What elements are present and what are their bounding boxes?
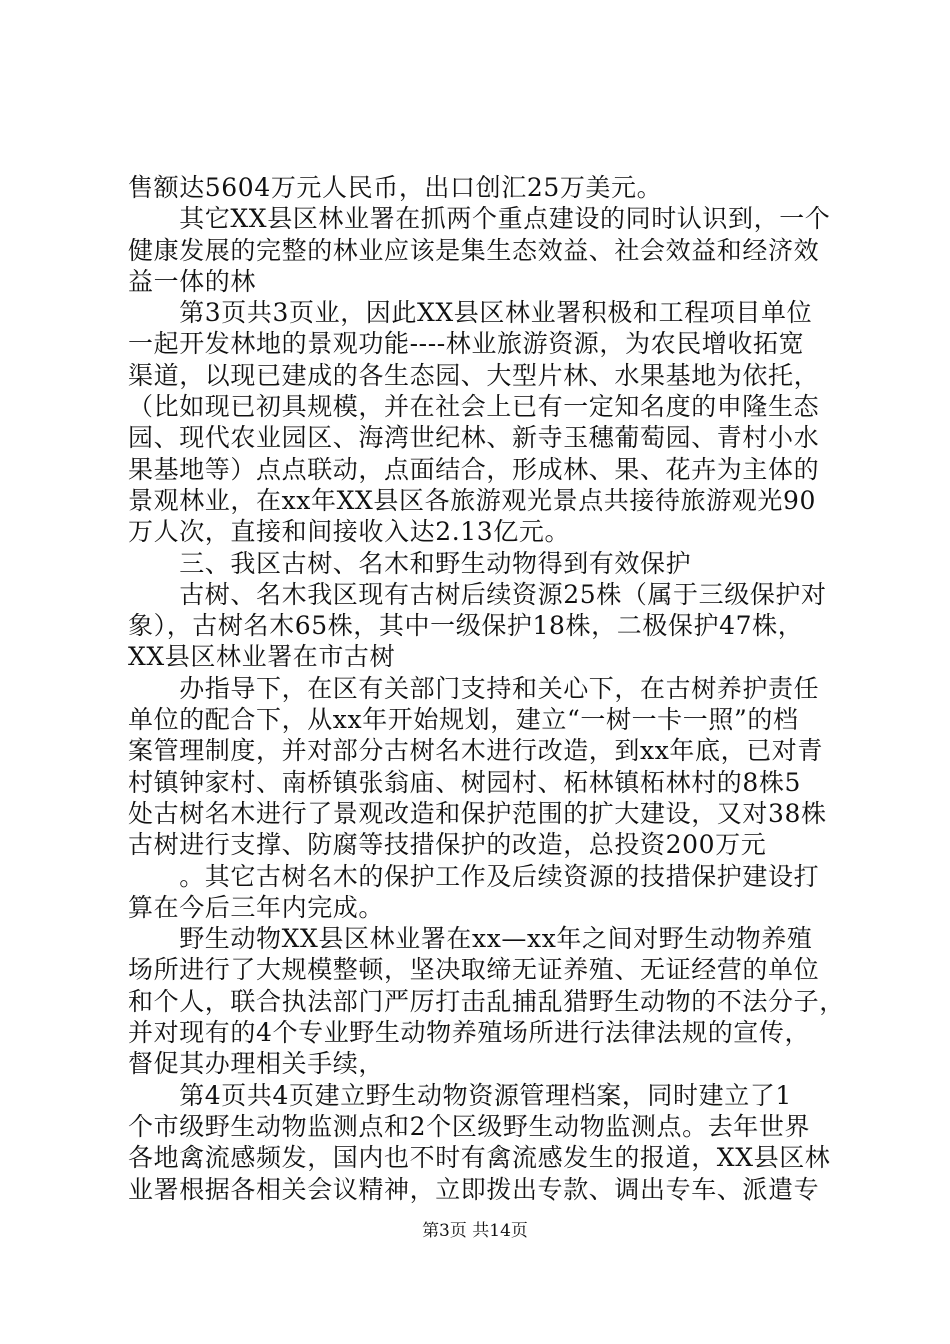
text-line: 三、我区古树、名木和野生动物得到有效保护	[128, 548, 692, 578]
text-line: 督促其办理相关手续，	[128, 1049, 385, 1079]
text-line: 业署根据各相关会议精神，立即拨出专款、调出专车、派遣专	[128, 1174, 820, 1204]
text-line: 单位的配合下，从xx年开始规划，建立“一树一卡一照”的档	[128, 705, 799, 735]
paragraph	[128, 923, 845, 1079]
text-line: 第4页共4页建立野生动物资源管理档案，同时建立了1	[128, 1080, 792, 1110]
text-line: 万人次，直接和间接收入达2.13亿元。	[128, 517, 571, 547]
text-line: XX县区林业署在市古树	[128, 642, 396, 672]
text-line: 渠道，以现已建成的各生态园、大型片林、水果基地为依托，	[128, 360, 820, 390]
text-line: 野生动物XX县区林业署在xx—xx年之间对野生动物养殖	[128, 924, 813, 954]
text-line: 果基地等）点点联动，点面结合，形成林、果、花卉为主体的	[128, 454, 820, 484]
text-line: 场所进行了大规模整顿，坚决取缔无证养殖、无证经营的单位	[128, 955, 820, 985]
text-line: 一起开发林地的景观功能----林业旅游资源，为农民增收拓宽	[128, 329, 805, 359]
text-line: 园、现代农业园区、海湾世纪林、新寺玉穗葡萄园、青村小水	[128, 423, 820, 453]
text-line: 办指导下，在区有关部门支持和关心下，在古树养护责任	[128, 673, 820, 703]
text-line: 古树、名木我区现有古树后续资源25株（属于三级保护对	[128, 579, 827, 609]
paragraph	[128, 203, 834, 297]
text-line: 象），古树名木65株，其中一级保护18株，二极保护47株，	[128, 611, 804, 641]
text-line: 个市级野生动物监测点和2个区级野生动物监测点。去年世界	[128, 1111, 811, 1141]
paragraph	[128, 579, 834, 673]
paragraph	[128, 673, 834, 861]
text-line: 第3页共3页业，因此XX县区林业署积极和工程项目单位	[128, 298, 813, 328]
text-line: 算在今后三年内完成。	[128, 892, 385, 922]
text-line: 并对现有的4个专业野生动物养殖场所进行法律法规的宣传，	[128, 1018, 811, 1048]
text-line: 售额达5604万元人民币，出口创汇25万美元。	[128, 173, 663, 202]
paragraph	[128, 297, 834, 547]
section-heading	[128, 548, 834, 579]
page-footer	[0, 1216, 950, 1241]
text-line: 古树进行支撑、防腐等技措保护的改造，总投资200万元	[128, 830, 767, 860]
text-line: 村镇钟家村、南桥镇张翁庙、树园村、柘林镇柘林村的8株5	[128, 767, 802, 797]
paragraph	[128, 861, 834, 924]
text-line: 案管理制度，并对部分古树名木进行改造，到xx年底，已对青	[128, 736, 824, 766]
text-line: 益一体的林	[128, 266, 257, 296]
text-line: 。其它古树名木的保护工作及后续资源的技措保护建设打	[128, 861, 820, 891]
text-line: 其它XX县区林业署在抓两个重点建设的同时认识到，一个	[128, 204, 831, 234]
text-line: 处古树名木进行了景观改造和保护范围的扩大建设，又对38株	[128, 798, 827, 828]
text-line: 健康发展的完整的林业应该是集生态效益、社会效益和经济效	[128, 235, 820, 265]
text-line: （比如现已初具规模，并在社会上已有一定知名度的申隆生态	[128, 392, 820, 422]
text-line: 和个人，联合执法部门严厉打击乱捕乱猎野生动物的不法分子，	[128, 986, 845, 1016]
paragraph	[128, 1080, 834, 1205]
text-line: 景观林业，在xx年XX县区各旅游观光景点共接待旅游观光90	[128, 485, 817, 515]
document-body	[128, 172, 845, 1205]
text-line: 各地禽流感频发，国内也不时有禽流感发生的报道，XX县区林	[128, 1143, 831, 1173]
paragraph	[128, 172, 834, 203]
page-number: 第3页 共14页	[422, 1221, 528, 1241]
